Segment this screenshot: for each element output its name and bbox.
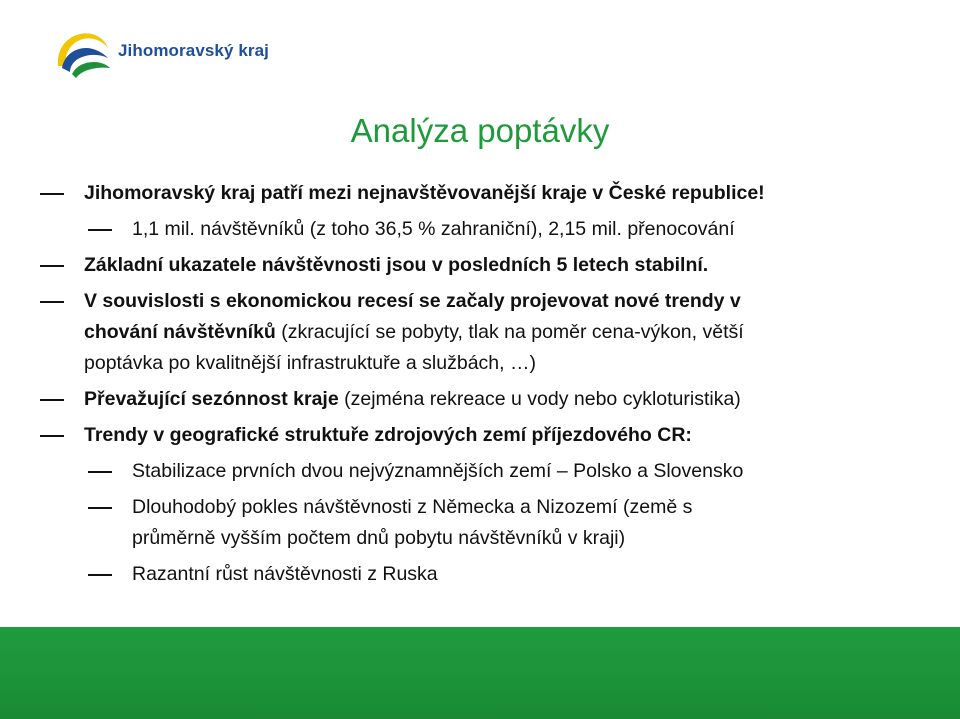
header <box>0 0 960 90</box>
bullet-text-line: poptávka po kvalitnější infrastruktuře a službách, …) <box>84 352 536 374</box>
dash-icon <box>40 301 64 303</box>
dash-icon <box>40 435 64 437</box>
bullet-item <box>0 250 960 281</box>
bullet-text: Razantní růst návštěvnosti z Ruska <box>132 563 438 585</box>
dash-icon <box>88 507 112 509</box>
bullet-text: 1,1 mil. návštěvníků (z toho 36,5 % zahraniční), 2,15 mil. přenocování <box>132 218 735 240</box>
dash-icon <box>88 471 112 473</box>
bullet-list <box>0 178 960 595</box>
bullet-subitem <box>0 559 960 590</box>
slide-title: Analýza poptávky <box>350 112 610 149</box>
bullet-text-line: Dlouhodobý pokles návštěvnosti z Německa a Nizozemí (země s <box>132 496 693 518</box>
bullet-text: Základní ukazatele návštěvnosti jsou v posledních 5 letech stabilní. <box>84 254 709 276</box>
dash-icon <box>88 574 112 576</box>
bullet-subitem <box>0 456 960 487</box>
dash-icon <box>40 265 64 267</box>
bullet-text-bold: chování návštěvníků <box>84 321 276 343</box>
bullet-item <box>0 286 960 379</box>
bullet-text-line: průměrně vyšším počtem dnů pobytu návštěvníků v kraji) <box>132 527 626 549</box>
bullet-subitem <box>0 492 960 554</box>
dash-icon <box>88 229 112 231</box>
bullet-text: Jihomoravský kraj patří mezi nejnavštěvovanější kraje v České republice! <box>84 182 765 204</box>
bullet-text-normal: (zkracující se pobyty, tlak na poměr cena-výkon, větší <box>275 321 744 343</box>
bullet-item <box>0 420 960 451</box>
bullet-text-bold: Převažující sezónnost kraje <box>84 388 339 410</box>
dash-icon <box>40 399 64 401</box>
bullet-text-normal: (zejména rekreace u vody nebo cykloturistika) <box>338 388 741 410</box>
bullet-subitem <box>0 214 960 245</box>
bullet-item <box>0 384 960 415</box>
logo <box>52 22 352 78</box>
region-logo-icon <box>52 22 114 78</box>
bullet-text-line: V souvislosti s ekonomickou recesí se začaly projevovat nové trendy v <box>84 290 741 312</box>
footer-band <box>0 627 960 719</box>
bullet-text: Trendy v geografické struktuře zdrojových zemí příjezdového CR: <box>84 424 692 446</box>
logo-text: Jihomoravský kraj <box>118 41 270 60</box>
bullet-item <box>0 178 960 209</box>
bullet-text: Stabilizace prvních dvou nejvýznamnějších zemí – Polsko a Slovensko <box>132 460 744 482</box>
dash-icon <box>40 193 64 195</box>
